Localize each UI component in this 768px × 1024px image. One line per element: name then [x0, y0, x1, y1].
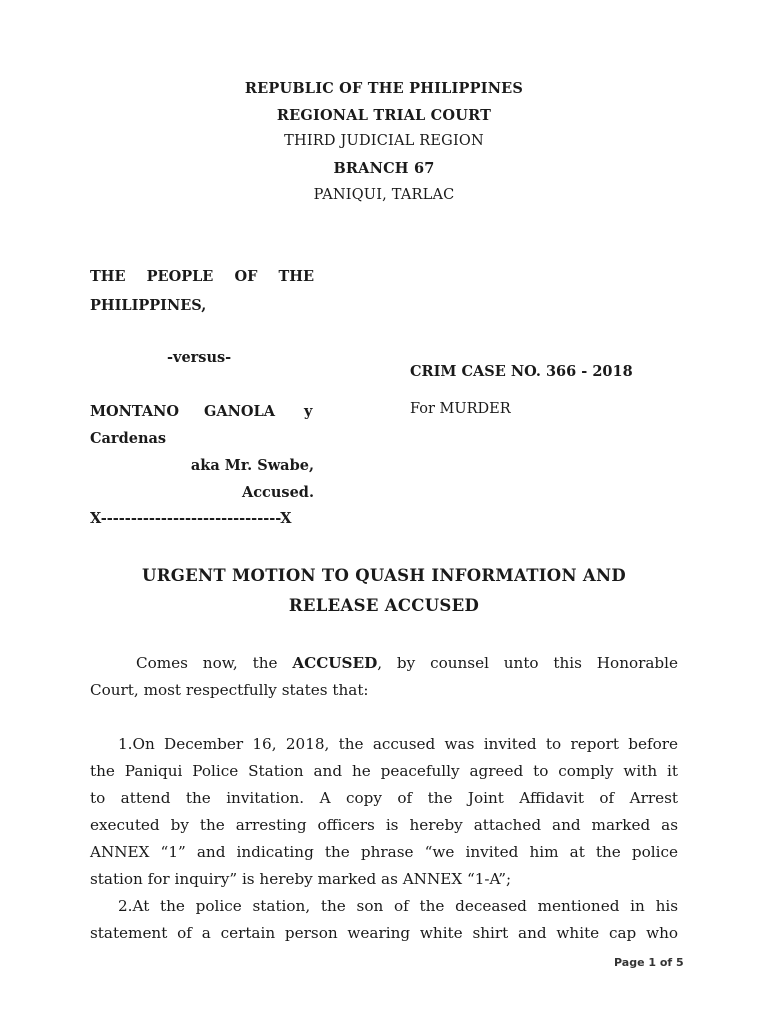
- para2-line-1: 2.At the police station, the son of the deceased mentioned in his: [118, 897, 678, 915]
- accused-name-first: MONTANO: [90, 403, 180, 420]
- intro-pre: Comes now, the: [136, 654, 278, 672]
- header-republic: REPUBLIC OF THE PHILIPPINES: [244, 80, 524, 97]
- accused-name-last: GANOLA: [204, 403, 275, 420]
- header-region: THIRD JUDICIAL REGION: [284, 133, 484, 149]
- plaintiff-line-1: THE PEOPLE OF THE: [90, 268, 314, 285]
- accused-label: Accused.: [241, 484, 314, 501]
- intro-accused: ACCUSED: [292, 654, 378, 672]
- para1-line-4: executed by the arresting officers is hereby attached and marked as: [90, 816, 678, 834]
- para1-line-1: 1.On December 16, 2018, the accused was invited to report before: [118, 735, 678, 753]
- header-location: PANIQUI, TARLAC: [313, 187, 455, 203]
- intro-line-1: [136, 654, 678, 672]
- accused-name-middle: Cardenas: [90, 430, 167, 447]
- caption-separator: X------------------------------X: [90, 510, 292, 527]
- plaintiff-line-2: PHILIPPINES,: [90, 297, 207, 314]
- para2-line-2: statement of a certain person wearing white shirt and white cap who: [90, 924, 678, 942]
- para1-line-2: the Paniqui Police Station and he peacefully agreed to comply with it: [90, 762, 678, 780]
- versus-label: -versus-: [167, 349, 232, 366]
- accused-name-y: y: [304, 403, 313, 420]
- case-charge-prefix: For: [410, 401, 435, 417]
- intro-line-2: Court, most respectfully states that:: [90, 681, 369, 699]
- header-court: REGIONAL TRIAL COURT: [276, 107, 492, 124]
- para1-line-3: to attend the invitation. A copy of the Joint Affidavit of Arrest: [90, 789, 678, 807]
- case-charge: [410, 401, 511, 417]
- page-number: Page 1 of 5: [614, 956, 684, 969]
- para1-line-5: ANNEX “1” and indicating the phrase “we invited him at the police: [90, 843, 678, 861]
- para1-line-6: station for inquiry” is hereby marked as ANNEX “1-A”;: [90, 870, 512, 888]
- motion-title-line-2: RELEASE ACCUSED: [288, 596, 480, 615]
- motion-title-line-1: URGENT MOTION TO QUASH INFORMATION AND: [142, 566, 626, 585]
- accused-alias: aka Mr. Swabe,: [190, 457, 314, 474]
- case-charge-name: MURDER: [439, 401, 511, 417]
- case-number: CRIM CASE NO. 366 - 2018: [410, 363, 633, 380]
- intro-post: , by counsel unto this Honorable: [377, 654, 678, 672]
- header-branch: BRANCH 67: [333, 160, 435, 177]
